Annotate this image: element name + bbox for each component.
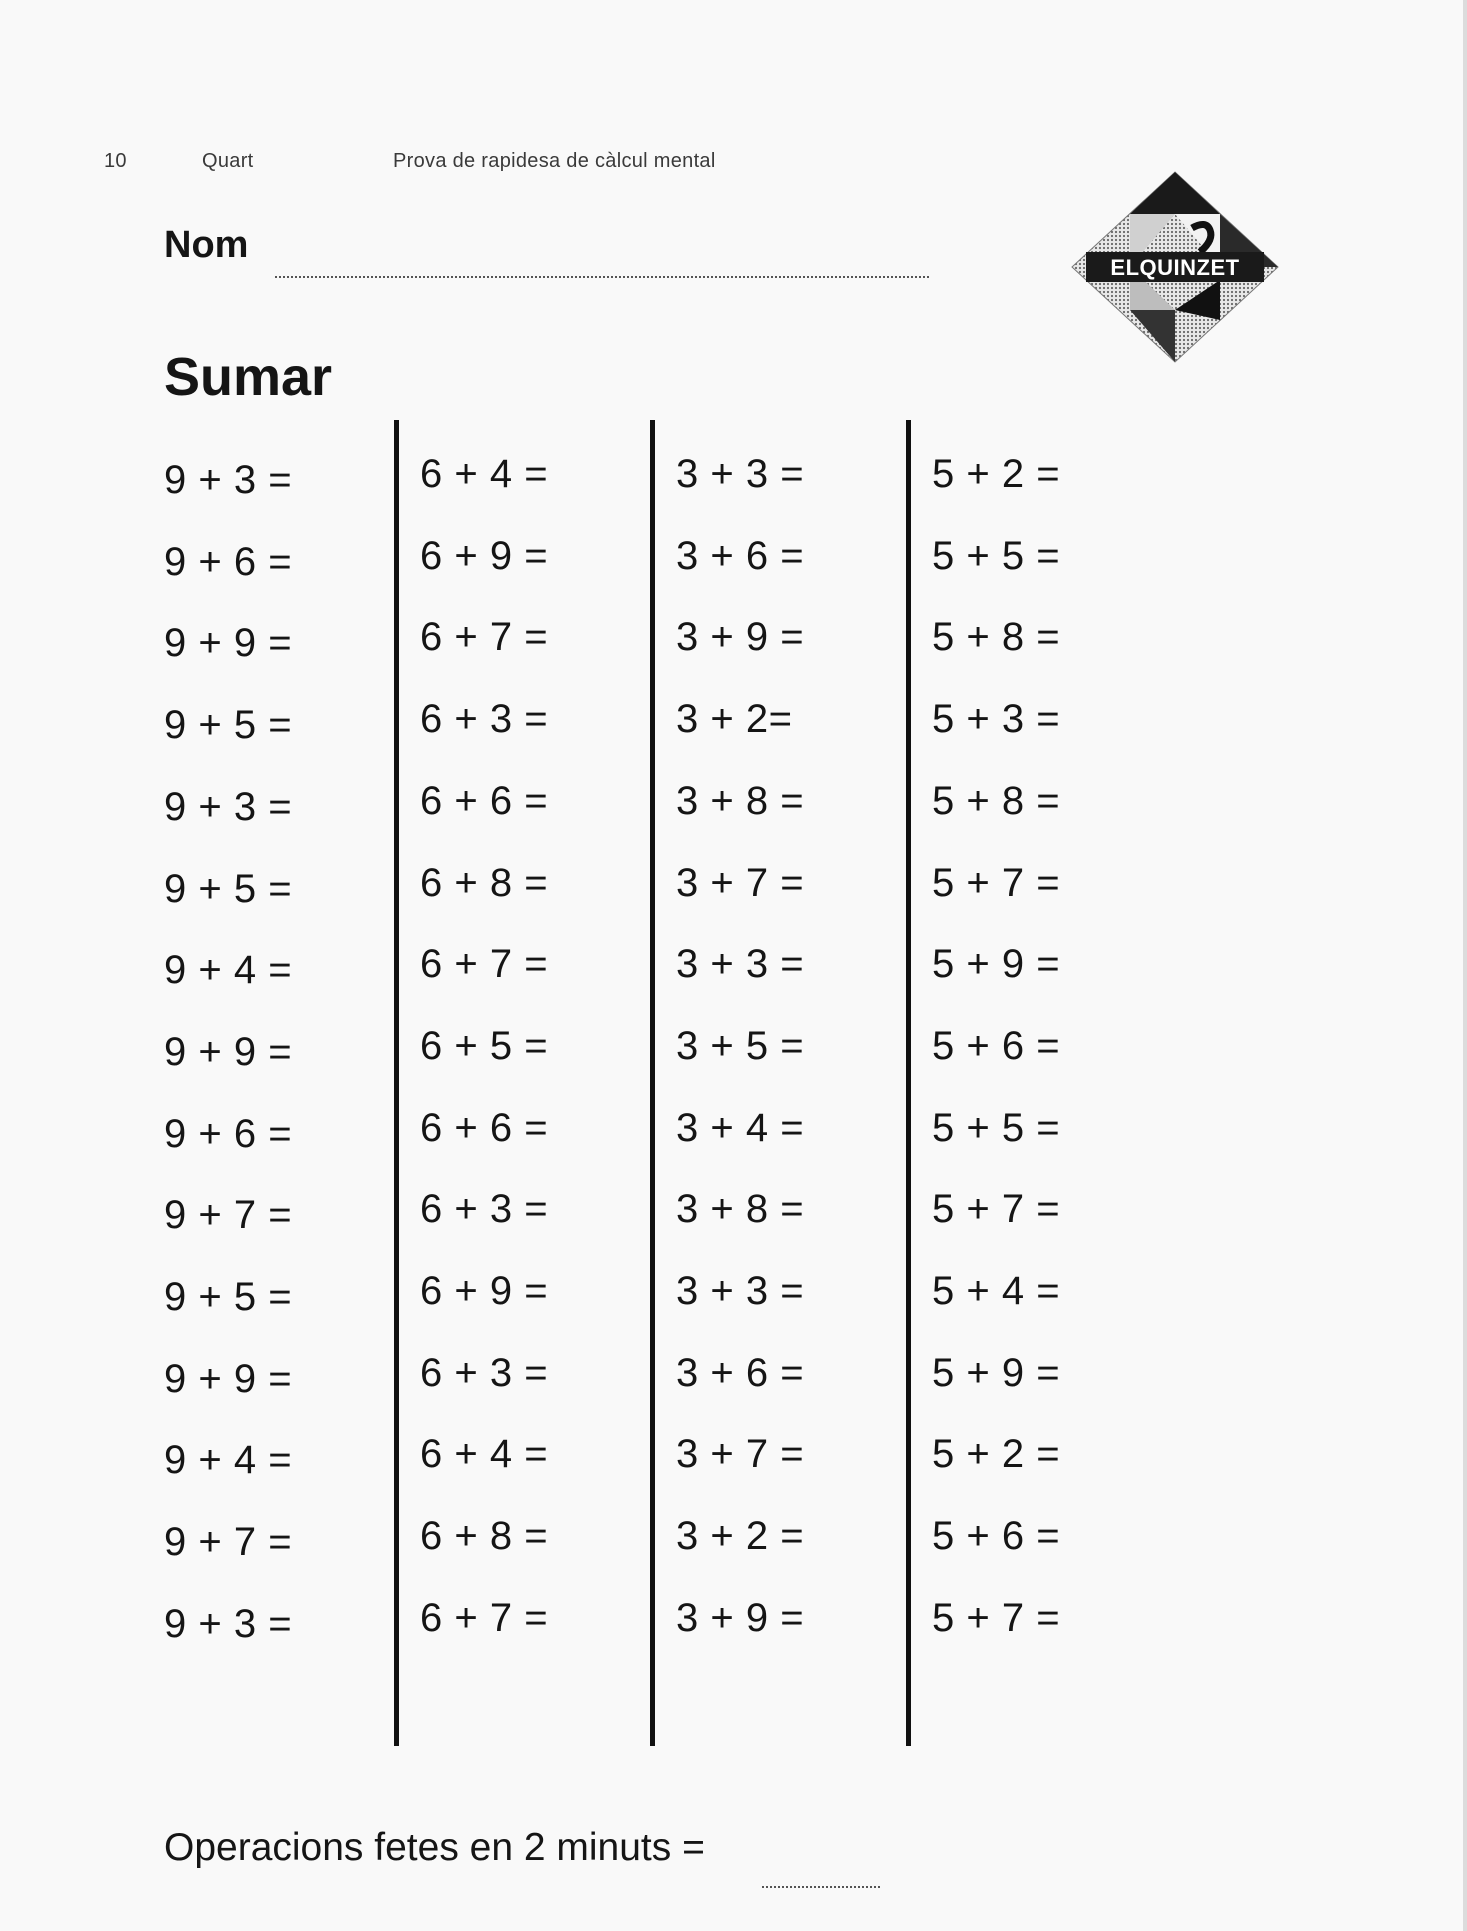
addition-exercise: 5 + 8 = bbox=[932, 615, 1061, 659]
operations-count-label: Operacions fetes en 2 minuts = bbox=[164, 1826, 705, 1869]
addition-exercise: 3 + 6 = bbox=[676, 1351, 805, 1395]
addition-exercise: 3 + 2 = bbox=[676, 1514, 805, 1558]
addition-exercise: 9 + 5 = bbox=[164, 703, 293, 747]
addition-exercise: 9 + 3 = bbox=[164, 785, 293, 829]
addition-exercise: 5 + 9 = bbox=[932, 942, 1061, 986]
column-divider bbox=[906, 420, 911, 1746]
addition-exercise: 5 + 5 = bbox=[932, 534, 1061, 578]
addition-exercise: 9 + 4 = bbox=[164, 948, 293, 992]
addition-exercise: 3 + 2= bbox=[676, 697, 793, 741]
quinzet-tangram-logo-icon bbox=[1070, 170, 1280, 364]
addition-exercise: 5 + 5 = bbox=[932, 1106, 1061, 1150]
addition-exercise: 9 + 3 = bbox=[164, 1602, 293, 1646]
addition-exercise: 6 + 4 = bbox=[420, 1432, 549, 1476]
operations-count-answer-line[interactable] bbox=[762, 1886, 880, 1888]
addition-exercise: 5 + 2 = bbox=[932, 452, 1061, 496]
addition-exercise: 5 + 7 = bbox=[932, 1596, 1061, 1640]
addition-exercise: 5 + 4 = bbox=[932, 1269, 1061, 1313]
addition-exercise: 9 + 7 = bbox=[164, 1520, 293, 1564]
addition-exercise: 3 + 7 = bbox=[676, 1432, 805, 1476]
addition-exercise: 3 + 8 = bbox=[676, 1187, 805, 1231]
addition-exercise: 3 + 3 = bbox=[676, 942, 805, 986]
addition-exercise: 9 + 5 = bbox=[164, 867, 293, 911]
addition-exercise: 3 + 4 = bbox=[676, 1106, 805, 1150]
addition-exercise: 6 + 7 = bbox=[420, 942, 549, 986]
addition-exercise: 3 + 9 = bbox=[676, 615, 805, 659]
addition-exercise: 9 + 9 = bbox=[164, 1030, 293, 1074]
addition-exercise: 6 + 5 = bbox=[420, 1024, 549, 1068]
addition-exercise: 5 + 7 = bbox=[932, 861, 1061, 905]
page-number: 10 bbox=[104, 150, 127, 172]
addition-exercise: 3 + 9 = bbox=[676, 1596, 805, 1640]
addition-exercise: 6 + 6 = bbox=[420, 779, 549, 823]
test-title: Prova de rapidesa de càlcul mental bbox=[393, 150, 716, 172]
addition-exercise: 6 + 8 = bbox=[420, 861, 549, 905]
page-edge bbox=[1463, 0, 1467, 1931]
addition-exercise: 9 + 5 = bbox=[164, 1275, 293, 1319]
addition-exercise: 6 + 3 = bbox=[420, 1187, 549, 1231]
name-label: Nom bbox=[164, 224, 249, 266]
addition-exercise: 5 + 3 = bbox=[932, 697, 1061, 741]
addition-exercise: 3 + 3 = bbox=[676, 1269, 805, 1313]
name-answer-line[interactable] bbox=[275, 276, 929, 278]
column-divider bbox=[394, 420, 399, 1746]
addition-exercise: 5 + 2 = bbox=[932, 1432, 1061, 1476]
addition-exercise: 5 + 7 = bbox=[932, 1187, 1061, 1231]
addition-exercise: 6 + 3 = bbox=[420, 1351, 549, 1395]
addition-exercise: 9 + 7 = bbox=[164, 1193, 293, 1237]
addition-exercise: 3 + 8 = bbox=[676, 779, 805, 823]
svg-text:ELQUINZET: ELQUINZET bbox=[1110, 255, 1240, 280]
addition-exercise: 6 + 3 = bbox=[420, 697, 549, 741]
addition-exercise: 3 + 5 = bbox=[676, 1024, 805, 1068]
addition-exercise: 5 + 9 = bbox=[932, 1351, 1061, 1395]
addition-exercise: 6 + 6 = bbox=[420, 1106, 549, 1150]
addition-exercise: 6 + 7 = bbox=[420, 1596, 549, 1640]
addition-exercise: 9 + 6 = bbox=[164, 1112, 293, 1156]
addition-exercise: 5 + 6 = bbox=[932, 1024, 1061, 1068]
addition-exercise: 3 + 6 = bbox=[676, 534, 805, 578]
addition-exercise: 9 + 6 = bbox=[164, 540, 293, 584]
addition-exercise: 9 + 9 = bbox=[164, 621, 293, 665]
addition-exercise: 3 + 3 = bbox=[676, 452, 805, 496]
addition-exercise: 6 + 9 = bbox=[420, 1269, 549, 1313]
addition-exercise: 6 + 7 = bbox=[420, 615, 549, 659]
addition-exercise: 9 + 3 = bbox=[164, 458, 293, 502]
addition-exercise: 9 + 9 = bbox=[164, 1357, 293, 1401]
addition-exercise: 6 + 4 = bbox=[420, 452, 549, 496]
column-divider bbox=[650, 420, 655, 1746]
addition-exercise: 6 + 9 = bbox=[420, 534, 549, 578]
addition-exercise: 3 + 7 = bbox=[676, 861, 805, 905]
grade-label: Quart bbox=[202, 150, 254, 172]
addition-exercise: 5 + 8 = bbox=[932, 779, 1061, 823]
addition-exercise: 5 + 6 = bbox=[932, 1514, 1061, 1558]
addition-exercise: 9 + 4 = bbox=[164, 1438, 293, 1482]
addition-exercise: 6 + 8 = bbox=[420, 1514, 549, 1558]
section-title: Sumar bbox=[164, 347, 333, 407]
